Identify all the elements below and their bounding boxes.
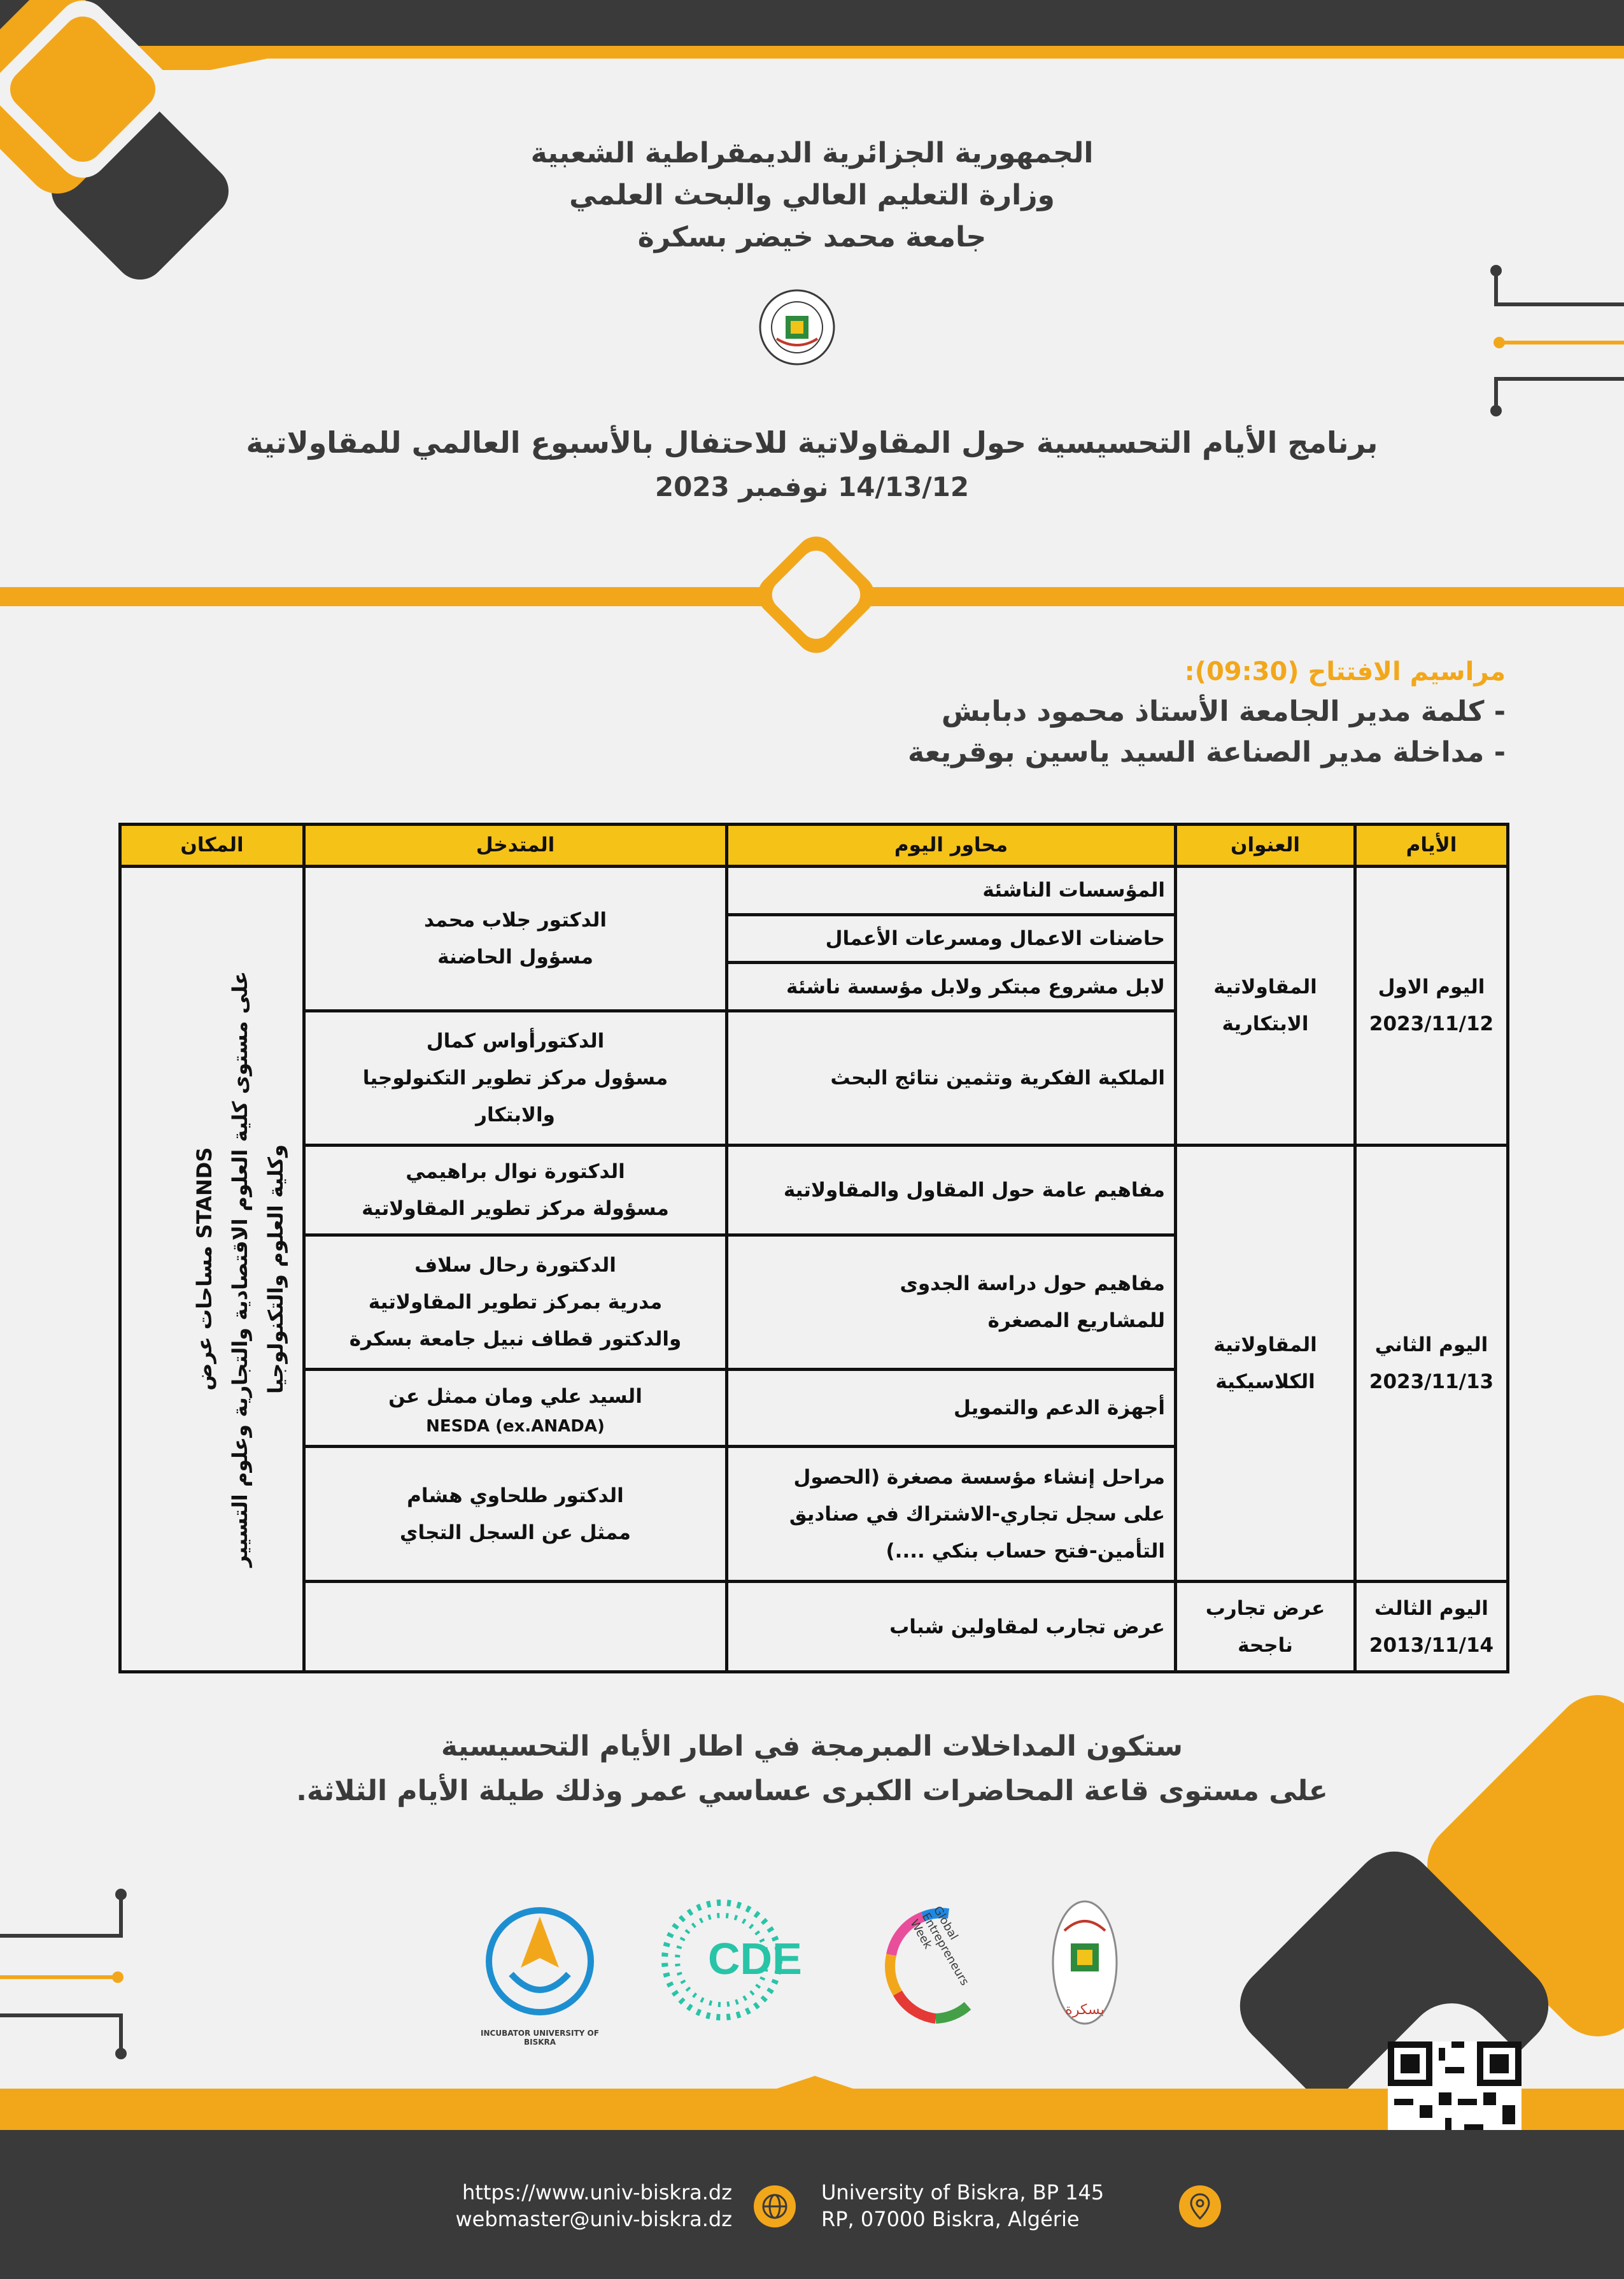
day1-label: اليوم الاول — [1378, 976, 1485, 999]
footer-bar — [0, 2130, 1624, 2279]
header-place: المكان — [120, 825, 304, 867]
speaker-line: الدكتورة نوال براهيمي — [406, 1160, 625, 1183]
topic-cell: الملكية الفكرية وتثمين نتائج البحث — [727, 1011, 1176, 1145]
topic-cell: أجهزة الدعم والتمويل — [727, 1369, 1176, 1446]
gew-logo-label: Global Entrepreneurs Week — [907, 1904, 971, 1988]
header-university: جامعة محمد خيضر بسكرة — [637, 221, 987, 253]
university-logo-bottom-label: بسكرة — [1065, 2002, 1105, 2018]
place-text — [187, 971, 293, 1567]
day2-cell — [1355, 1145, 1508, 1582]
speaker-line: السيد علي ومان ممثل عن — [388, 1384, 642, 1408]
table-row — [120, 1582, 1508, 1672]
header-ministry: وزارة التعليم العالي والبحث العلمي — [569, 179, 1055, 211]
speaker-cell-empty — [304, 1582, 727, 1672]
topic-cell — [727, 1235, 1176, 1369]
day3-title-cell — [1176, 1582, 1355, 1672]
speaker-line: مسؤول الحاضنة — [437, 946, 593, 969]
header-republic: الجمهورية الجزائرية الديمقراطية الشعبية — [530, 137, 1094, 169]
day2-title-cell — [1176, 1145, 1355, 1582]
header-days: الأيام — [1355, 825, 1508, 867]
day2-date: 2023/11/13 — [1369, 1370, 1494, 1393]
footer-address-line-2: RP, 07000 Biskra, Algérie — [821, 2207, 1080, 2231]
incubator-logo-label: INCUBATOR UNIVERSITY OF BISKRA — [481, 2029, 599, 2047]
globe-icon — [754, 2185, 796, 2227]
speaker-cell — [304, 1145, 727, 1235]
table-row — [120, 866, 1508, 914]
speaker-line: مسؤولة مركز تطوير المقاولاتية — [362, 1196, 669, 1220]
place-line-1: STANDS مساحات عرض — [192, 1147, 216, 1391]
location-pin-icon — [1179, 2185, 1221, 2227]
university-logo-icon — [758, 288, 837, 367]
topic-cell — [727, 1446, 1176, 1581]
day3-date: 2013/11/14 — [1369, 1633, 1494, 1657]
incubator-logo-icon — [476, 1898, 604, 2025]
day3-label: اليوم الثالث — [1374, 1596, 1488, 1620]
topic-cell: لابل مشروع مبتكر ولابل مؤسسة ناشئة — [727, 963, 1176, 1011]
topic-line: مراحل إنشاء مؤسسة مصغرة (الحصول — [793, 1465, 1165, 1489]
speaker-cell — [304, 1446, 727, 1581]
footer-address — [821, 2179, 1178, 2233]
topic-cell: مفاهيم عامة حول المقاول والمقاولاتية — [727, 1145, 1176, 1235]
program-date: 14/13/12 نوفمبر 2023 — [654, 471, 970, 502]
cde-logo-label: CDE — [708, 1934, 802, 1984]
speaker-line: NESDA (ex.ANADA) — [426, 1416, 605, 1436]
opening-section — [551, 652, 1506, 773]
speaker-line: الدكتورة رحال سلاف — [414, 1253, 616, 1277]
header-speaker: المتدخل — [304, 825, 727, 867]
program-title: برنامج الأيام التحسيسية حول المقاولاتية للاحتفال بالأسبوع العالمي للمقاولاتية — [246, 425, 1378, 460]
day1-title-cell — [1176, 866, 1355, 1145]
program-table — [118, 823, 1509, 1673]
topic-line: للمشاريع المصغرة — [987, 1309, 1165, 1332]
footer-address-line-1: University of Biskra, BP 145 — [821, 2180, 1105, 2204]
day1-cell — [1355, 866, 1508, 1145]
speaker-line: مسؤول مركز تطوير التكنولوجيا — [362, 1066, 668, 1090]
day3-cell — [1355, 1582, 1508, 1672]
day2-title-a: المقاولاتية — [1213, 1333, 1317, 1356]
note-line-1: ستكون المداخلات المبرمجة في اطار الأيام التحسيسية — [441, 1730, 1183, 1763]
place-cell — [120, 866, 304, 1672]
speaker-cell — [304, 1235, 727, 1369]
table-header-row — [120, 825, 1508, 867]
opening-item-2: - مداخلة مدير الصناعة السيد ياسين بوقريعة — [908, 736, 1506, 769]
day3-title-b: ناجحة — [1238, 1633, 1293, 1657]
table-row — [120, 1145, 1508, 1235]
topic-cell: المؤسسات الناشئة — [727, 866, 1176, 914]
speaker-line: الدكتور جلاب محمد — [424, 909, 607, 932]
speaker-cell — [304, 1369, 727, 1446]
opening-item-1: - كلمة مدير الجامعة الأستاذ محمود دبابش — [941, 695, 1506, 728]
speaker-line: الدكتور طلحاوي هشام — [407, 1484, 624, 1507]
footer-contact — [357, 2179, 732, 2233]
opening-heading: مراسيم الافتتاح (09:30): — [1184, 657, 1506, 686]
topic-line: التأمين-فتح حساب بنكي ....) — [886, 1539, 1165, 1563]
place-line-3: وكلية العلوم والتكنولوجيا — [264, 1144, 288, 1394]
header-title: العنوان — [1176, 825, 1355, 867]
header-topics: محاور اليوم — [727, 825, 1176, 867]
topic-line: على سجل تجاري-الاشتراك في صناديق — [789, 1502, 1165, 1526]
speaker-cell — [304, 866, 727, 1011]
day1-title-b: الابتكارية — [1222, 1012, 1309, 1036]
speaker-line: الدكتورأواس كمال — [426, 1029, 605, 1053]
topic-line: مفاهيم حول دراسة الجدوى — [900, 1272, 1165, 1295]
footer-email-link[interactable]: webmaster@univ-biskra.dz — [455, 2207, 732, 2231]
speaker-line: مدرية بمركز تطوير المقاولاتية — [368, 1290, 663, 1314]
day1-date: 2023/11/12 — [1369, 1012, 1494, 1036]
topic-cell: حاضنات الاعمال ومسرعات الأعمال — [727, 914, 1176, 963]
speaker-line: ممثل عن السجل التجاي — [400, 1521, 631, 1544]
topic-cell: عرض تجارب لمقاولين شباب — [727, 1582, 1176, 1672]
day3-title-a: عرض تجارب — [1205, 1596, 1325, 1620]
note-line-2: على مستوى قاعة المحاضرات الكبرى عساسي عمر وذلك طيلة الأيام الثلاثة. — [296, 1775, 1328, 1807]
day2-title-b: الكلاسيكية — [1215, 1370, 1315, 1393]
day2-label: اليوم الثاني — [1374, 1333, 1488, 1356]
place-line-2: على مستوى كلية العلوم الاقتصادية والتجارية وعلوم التسيير — [228, 970, 252, 1567]
speaker-line: والابتكار — [476, 1103, 555, 1126]
speaker-line: والدكتور قطاف نبيل جامعة بسكرة — [349, 1327, 682, 1351]
speaker-cell — [304, 1011, 727, 1145]
footer-website-link[interactable]: https://www.univ-biskra.dz — [462, 2180, 732, 2204]
day1-title-a: المقاولاتية — [1213, 976, 1317, 999]
